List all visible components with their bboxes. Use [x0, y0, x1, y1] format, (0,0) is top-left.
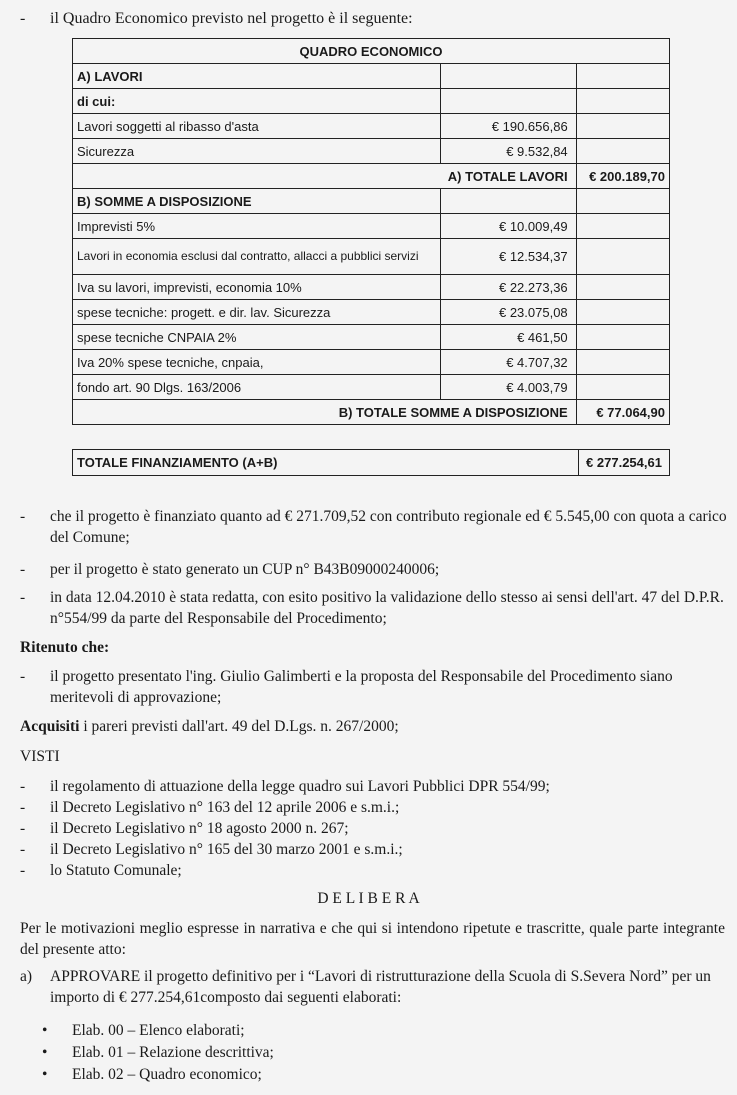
- list-dash: -: [20, 820, 26, 837]
- table-row: [73, 325, 670, 350]
- list-item-text: Elab. 01 – Relazione descrittiva;: [72, 1044, 274, 1061]
- somme-header: B) SOMME A DISPOSIZIONE: [73, 189, 441, 214]
- bullet-icon: •: [42, 1066, 48, 1083]
- row-label: Iva su lavori, imprevisti, economia 10%: [73, 275, 441, 300]
- table-row: [73, 350, 670, 375]
- row-label: spese tecniche: progett. e dir. lav. Sicurezza: [73, 300, 441, 325]
- table-row: [73, 300, 670, 325]
- list-item-text: lo Statuto Comunale;: [50, 862, 182, 879]
- row-value: € 10.009,49: [441, 214, 576, 239]
- finanziamento-label: TOTALE FINANZIAMENTO (A+B): [73, 450, 579, 476]
- bullet-icon: •: [42, 1044, 48, 1061]
- totale-somme-value: € 77.064,90: [576, 400, 669, 425]
- totale-lavori-value: € 200.189,70: [576, 164, 669, 189]
- list-item-text: il regolamento di attuazione della legge quadro sui Lavori Pubblici DPR 554/99;: [50, 778, 550, 795]
- totale-finanziamento-table: [72, 449, 670, 476]
- row-value: € 12.534,37: [441, 239, 576, 275]
- totale-lavori-label: A) TOTALE LAVORI: [73, 164, 577, 189]
- row-value: € 4.003,79: [441, 375, 576, 400]
- list-item-text: il Decreto Legislativo n° 163 del 12 aprile 2006 e s.m.i.;: [50, 799, 400, 816]
- finanziamento-value: € 277.254,61: [579, 450, 670, 476]
- row-label: Lavori soggetti al ribasso d'asta: [73, 114, 441, 139]
- table-row: [73, 214, 670, 239]
- list-item-text: il Decreto Legislativo n° 18 agosto 2000 n. 267;: [50, 820, 349, 837]
- list-dash: -: [20, 561, 26, 578]
- bullet-icon: •: [42, 1022, 48, 1039]
- list-dash: -: [20, 589, 26, 606]
- visti-heading: VISTI: [20, 748, 60, 765]
- lavori-header: A) LAVORI: [73, 64, 441, 89]
- intro-text: il Quadro Economico previsto nel progetto è il seguente:: [50, 10, 413, 27]
- row-label: spese tecniche CNPAIA 2%: [73, 325, 441, 350]
- row-label: Iva 20% spese tecniche, cnpaia,: [73, 350, 441, 375]
- paragraph-text: il progetto presentato l'ing. Giulio Galimberti e la proposta del Responsabile del Procedimento siano meritevoli di approvazione;: [50, 668, 673, 706]
- row-value: € 23.075,08: [441, 300, 576, 325]
- di-cui-label: di cui:: [73, 89, 441, 114]
- list-item-text: il Decreto Legislativo n° 165 del 30 marzo 2001 e s.m.i.;: [50, 841, 403, 858]
- list-dash: -: [20, 10, 26, 27]
- table-row: [73, 275, 670, 300]
- list-dash: -: [20, 668, 26, 685]
- list-dash: -: [20, 778, 26, 795]
- row-value: € 9.532,84: [441, 139, 576, 164]
- list-marker-a: a): [20, 968, 33, 985]
- table-row: [73, 239, 670, 275]
- row-label: fondo art. 90 Dlgs. 163/2006: [73, 375, 441, 400]
- row-value: € 4.707,32: [441, 350, 576, 375]
- acquisiti-line: [20, 716, 399, 737]
- acquisiti-bold: Acquisiti: [20, 718, 80, 735]
- table-row: [73, 114, 670, 139]
- quadro-economico-table: [72, 38, 670, 425]
- list-dash: -: [20, 508, 26, 525]
- list-item-text: Elab. 02 – Quadro economico;: [72, 1066, 262, 1083]
- row-value: € 22.273,36: [441, 275, 576, 300]
- list-dash: -: [20, 841, 26, 858]
- paragraph-text: APPROVARE il progetto definitivo per i “Lavori di ristrutturazione della Scuola di S.Severa Nord” per un importo di € 277.254,61composto dai seguenti elaborati:: [50, 968, 711, 1006]
- paragraph-text: in data 12.04.2010 è stata redatta, con esito positivo la validazione dello stesso ai sensi dell'art. 47 del D.P.R. n°554/99 da parte del Responsabile del Procedimento;: [50, 589, 724, 627]
- table-row: [73, 139, 670, 164]
- paragraph-text: per il progetto è stato generato un CUP n° B43B09000240006;: [50, 561, 440, 578]
- paragraph-motivazioni: Per le motivazioni meglio espresse in narrativa e che qui si intendono ripetute e trascritte, quale parte integrante del presente atto:: [20, 920, 725, 958]
- row-value: € 190.656,86: [441, 114, 576, 139]
- intro-line: [20, 10, 413, 28]
- row-label: Lavori in economia esclusi dal contratto, allacci a pubblici servizi: [73, 239, 441, 275]
- table-title: QUADRO ECONOMICO: [73, 39, 670, 64]
- row-label: Imprevisti 5%: [73, 214, 441, 239]
- row-label: Sicurezza: [73, 139, 441, 164]
- paragraph-text: che il progetto è finanziato quanto ad € 271.709,52 con contributo regionale ed € 5.545,00 con quota a carico del Comune;: [50, 508, 727, 546]
- list-dash: -: [20, 799, 26, 816]
- acquisiti-text: i pareri previsti dall'art. 49 del D.Lgs. n. 267/2000;: [79, 718, 399, 735]
- table-row: [73, 375, 670, 400]
- list-item-text: Elab. 00 – Elenco elaborati;: [72, 1022, 245, 1039]
- row-value: € 461,50: [441, 325, 576, 350]
- ritenuto-heading: Ritenuto che:: [20, 639, 110, 656]
- delibera-heading: D E L I B E R A: [317, 890, 420, 907]
- list-dash: -: [20, 862, 26, 879]
- totale-somme-label: B) TOTALE SOMME A DISPOSIZIONE: [73, 400, 577, 425]
